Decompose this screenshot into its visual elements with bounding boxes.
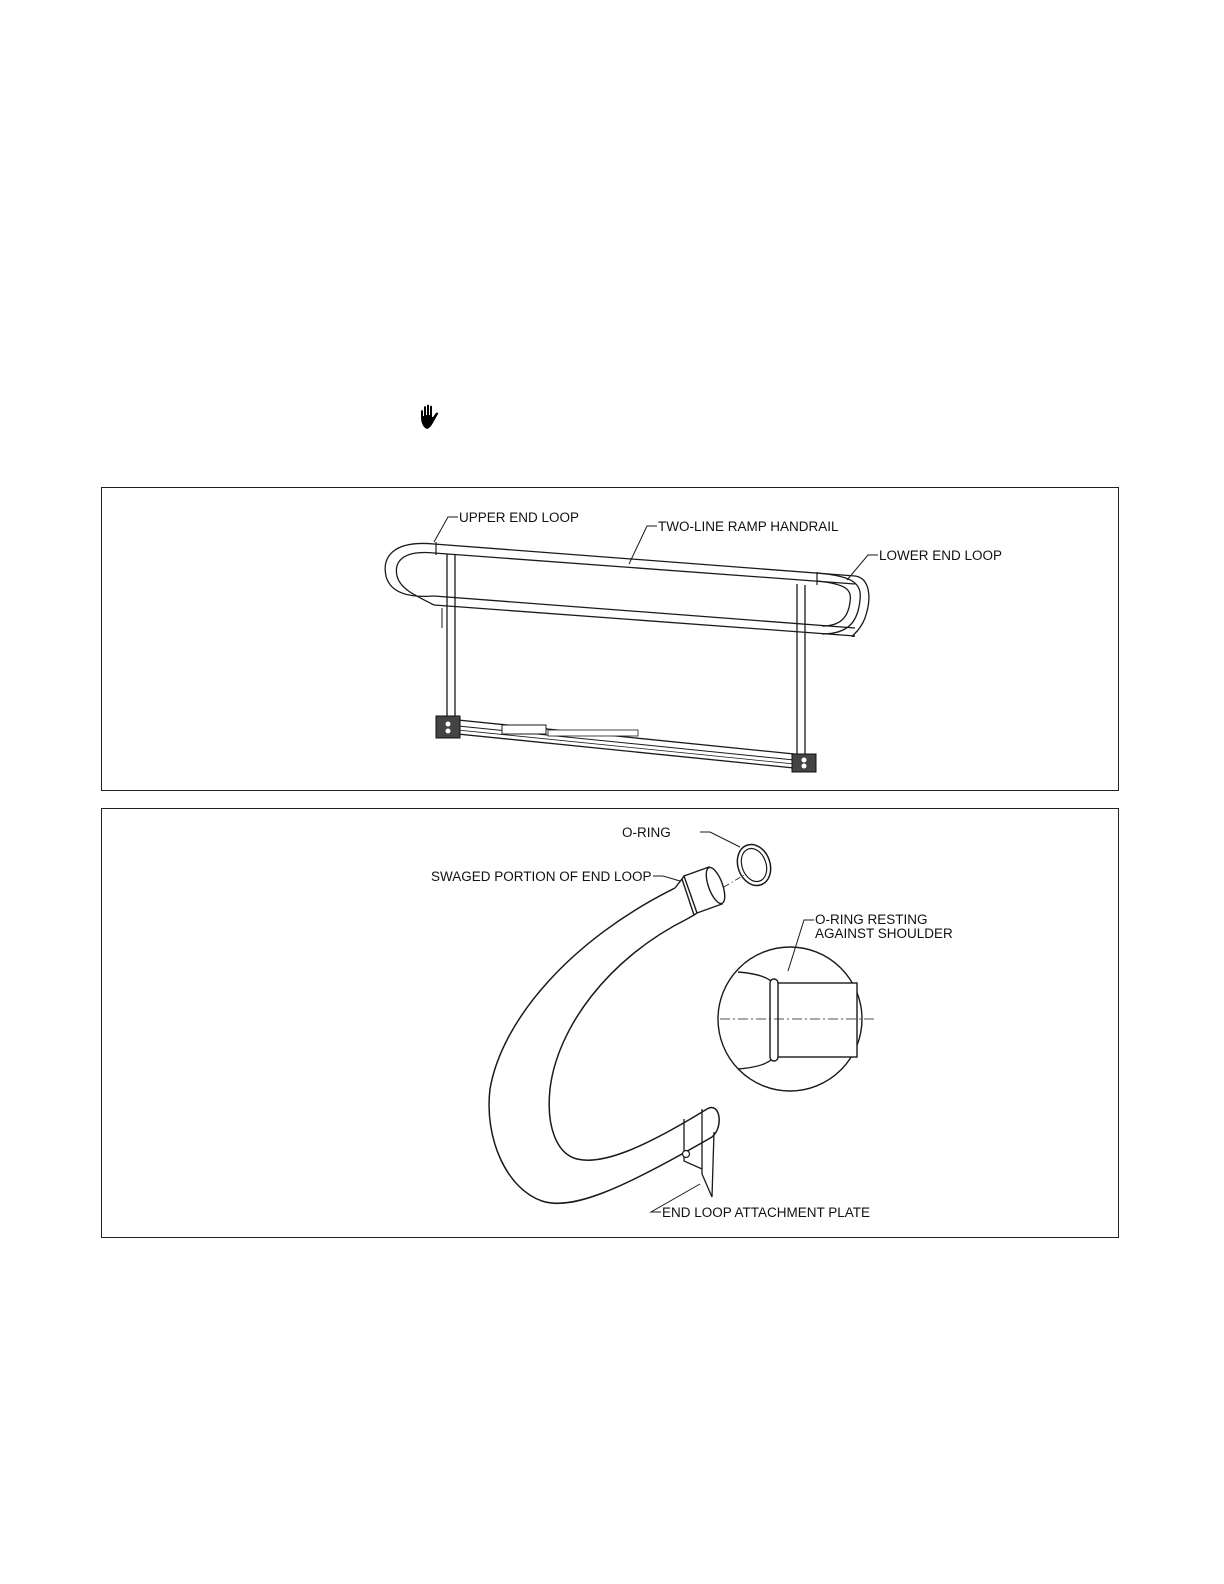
label-lower-end-loop: LOWER END LOOP — [879, 548, 1003, 563]
label-o-ring: O-RING — [622, 825, 671, 840]
label-two-line-ramp-handrail: TWO-LINE RAMP HANDRAIL — [658, 519, 839, 534]
label-end-loop-attachment-plate: END LOOP ATTACHMENT PLATE — [662, 1205, 871, 1220]
figure-handrail-panel — [101, 487, 1119, 791]
hand-icon — [418, 404, 442, 430]
end-loop-diagram — [102, 809, 1120, 1239]
figure-end-loop-panel — [101, 808, 1119, 1238]
label-swaged-portion: SWAGED PORTION OF END LOOP — [431, 869, 652, 884]
label-upper-end-loop: UPPER END LOOP — [459, 510, 580, 525]
label-o-ring-resting: O-RING RESTING — [815, 912, 928, 927]
handrail-diagram — [102, 488, 1120, 792]
label-against-shoulder: AGAINST SHOULDER — [815, 926, 953, 941]
